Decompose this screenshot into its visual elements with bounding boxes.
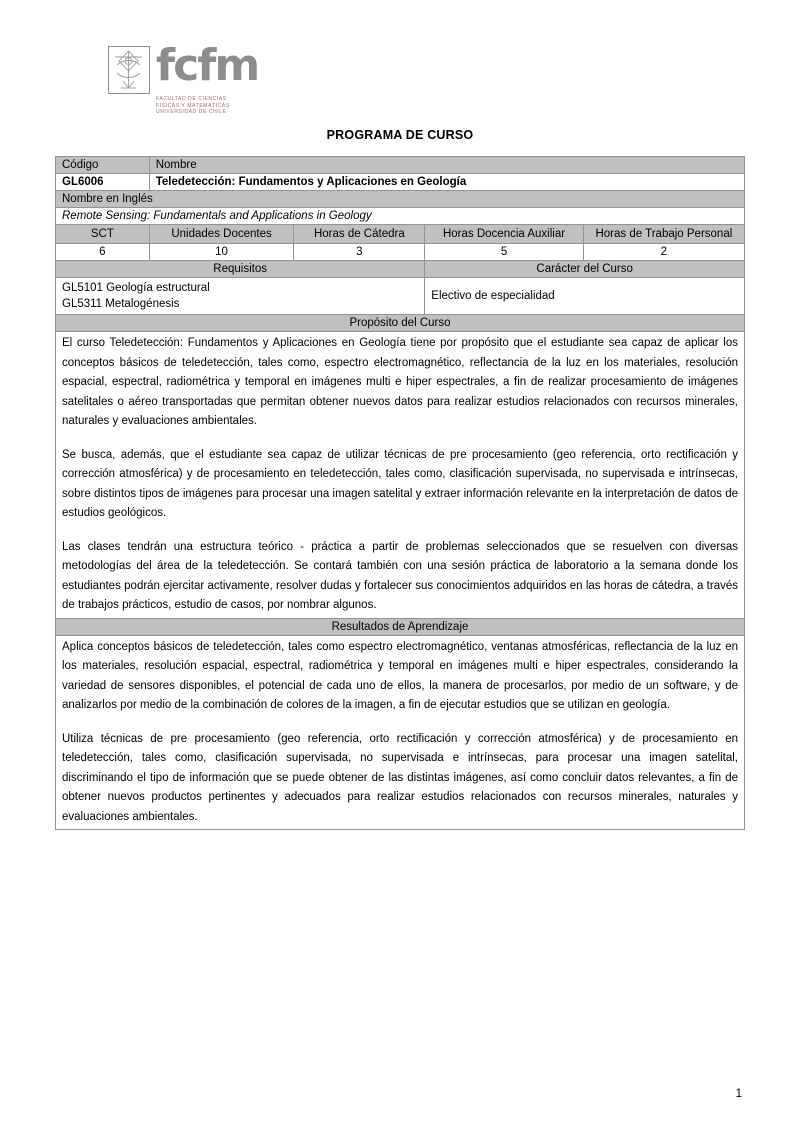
course-name-english: Remote Sensing: Fundamentals and Applications in Geology <box>56 208 745 225</box>
faculty-subtitle-line-3: UNIVERSIDAD DE CHILE <box>156 109 227 115</box>
header-nombre: Nombre <box>149 157 744 174</box>
course-code: GL6006 <box>56 174 150 191</box>
header-nombre-ingles: Nombre en Inglés <box>56 191 745 208</box>
header-unidades-docentes: Unidades Docentes <box>149 225 294 244</box>
value-sct: 6 <box>56 244 150 261</box>
table-row-requisites <box>56 278 745 315</box>
table-row-learning-outcomes <box>56 635 745 830</box>
proposito-paragraph-3: Las clases tendrán una estructura teórico - práctica a partir de problemas seleccionados que se resuelven con diversas metodologías del área de la teledetección. Se contará también con una sesión práctica de laboratorio a la semana donde los estudiantes podrán ejercitar activamente, resolver dudas y fortalecer sus conocimientos adquiridos en las horas de cátedra, a través de trabajos prácticos, estudio de casos, por nombrar algunos. <box>62 540 738 611</box>
resultados-paragraph-2: Utiliza técnicas de pre procesamiento (geo referencia, orto rectificación y corrección atmosférica) y de procesamiento en teledetección, tales como, clasificación supervisada, no supervisada e intrínsecas, para procesar una imagen satelital, discriminando el tipo de información que se puede obtener de las distintas imágenes, así como concluir datos relevantes, a fin de obtener nuevos productos pertinentes y adecuados para realizar estudios relacionados con recursos minerales, naturales y evaluaciones ambientales. <box>62 732 738 823</box>
page-number: 1 <box>735 1088 742 1100</box>
table-row-header-learning-outcomes <box>56 618 745 635</box>
requisito-line-1: GL5101 Geología estructural <box>62 282 210 294</box>
resultados-paragraph-1: Aplica conceptos básicos de teledetección, tales como espectro electromagnético, ventanas atmosféricas, reflectancia de la luz en los materiales, resolución espacial, espectral, radiométrica y temporal en imágenes multi e hiper espectrales, considerando la variedad de sensores disponibles, el potencial de cada uno de ellos, la manera de procesarlos, por medio de un software, y de analizarlos por medio de la combinación de colores de la imagen, a fin de ejecutar estudios que se utilizan en geología. <box>62 640 738 711</box>
header-horas-catedra: Horas de Cátedra <box>294 225 425 244</box>
page-title: PROGRAMA DE CURSO <box>326 128 474 142</box>
proposito-paragraph-1: El curso Teledetección: Fundamentos y Aplicaciones en Geología tiene por propósito que el estudiante sea capaz de aplicar los conceptos básicos de teledetección, tales como, espectro electromagnético, reflectancia de la luz en los materiales, resolución espacial, espectral, radiométrica y temporal en imágenes multi e hiper espectrales, a fin de realizar procesamiento de imágenes satelitales o aéreo transportadas que permitan obtener nuevos datos para realizar estudios relacionados con recursos minerales, naturales y evaluaciones ambientales. <box>62 337 738 427</box>
resultados-content <box>56 635 745 830</box>
caracter-value: Electivo de especialidad <box>425 278 745 315</box>
proposito-paragraph-2: Se busca, además, que el estudiante sea capaz de utilizar técnicas de pre procesamiento (geo referencia, orto rectificación y corrección atmosférica) y de procesamiento en teledetección, tales como, clasificación supervisada, no supervisada e intrínsecas, sobre distintos tipos de imágenes para procesar una imagen satelital y extraer información relevante en la interpretación de datos de estudios geológicos. <box>62 448 738 519</box>
value-unidades-docentes: 10 <box>149 244 294 261</box>
university-crest-icon <box>108 46 150 94</box>
header-horas-trabajo-personal: Horas de Trabajo Personal <box>583 225 744 244</box>
course-program-table <box>55 156 745 830</box>
table-row-hours-headers <box>56 225 745 244</box>
header-requisitos: Requisitos <box>56 261 425 278</box>
requisito-line-2: GL5311 Metalogénesis <box>62 298 180 310</box>
header-proposito-curso: Propósito del Curso <box>56 315 745 332</box>
table-row-code-name <box>56 174 745 191</box>
requisitos-value <box>56 278 425 315</box>
value-horas-trabajo-personal: 2 <box>583 244 744 261</box>
value-horas-docencia-auxiliar: 5 <box>425 244 583 261</box>
proposito-content <box>56 332 745 619</box>
table-row-header-purpose <box>56 315 745 332</box>
header-caracter-curso: Carácter del Curso <box>425 261 745 278</box>
table-row-english-name <box>56 208 745 225</box>
table-row-header-code-name <box>56 157 745 174</box>
header-codigo: Código <box>56 157 150 174</box>
header-resultados-aprendizaje: Resultados de Aprendizaje <box>56 618 745 635</box>
header-sct: SCT <box>56 225 150 244</box>
header-horas-docencia-auxiliar: Horas Docencia Auxiliar <box>425 225 583 244</box>
table-row-header-english-name <box>56 191 745 208</box>
faculty-subtitle <box>156 96 230 116</box>
faculty-subtitle-line-2: FÍSICAS Y MATEMÁTICAS <box>156 102 230 109</box>
table-row-header-requisites <box>56 261 745 278</box>
table-row-purpose <box>56 332 745 619</box>
value-horas-catedra: 3 <box>294 244 425 261</box>
fcfm-wordmark: fcfm <box>156 40 259 91</box>
faculty-subtitle-line-1: FACULTAD DE CIENCIAS <box>156 96 227 102</box>
faculty-logo <box>108 40 278 115</box>
table-row-hours-values <box>56 244 745 261</box>
course-name: Teledetección: Fundamentos y Aplicaciones en Geología <box>149 174 744 191</box>
